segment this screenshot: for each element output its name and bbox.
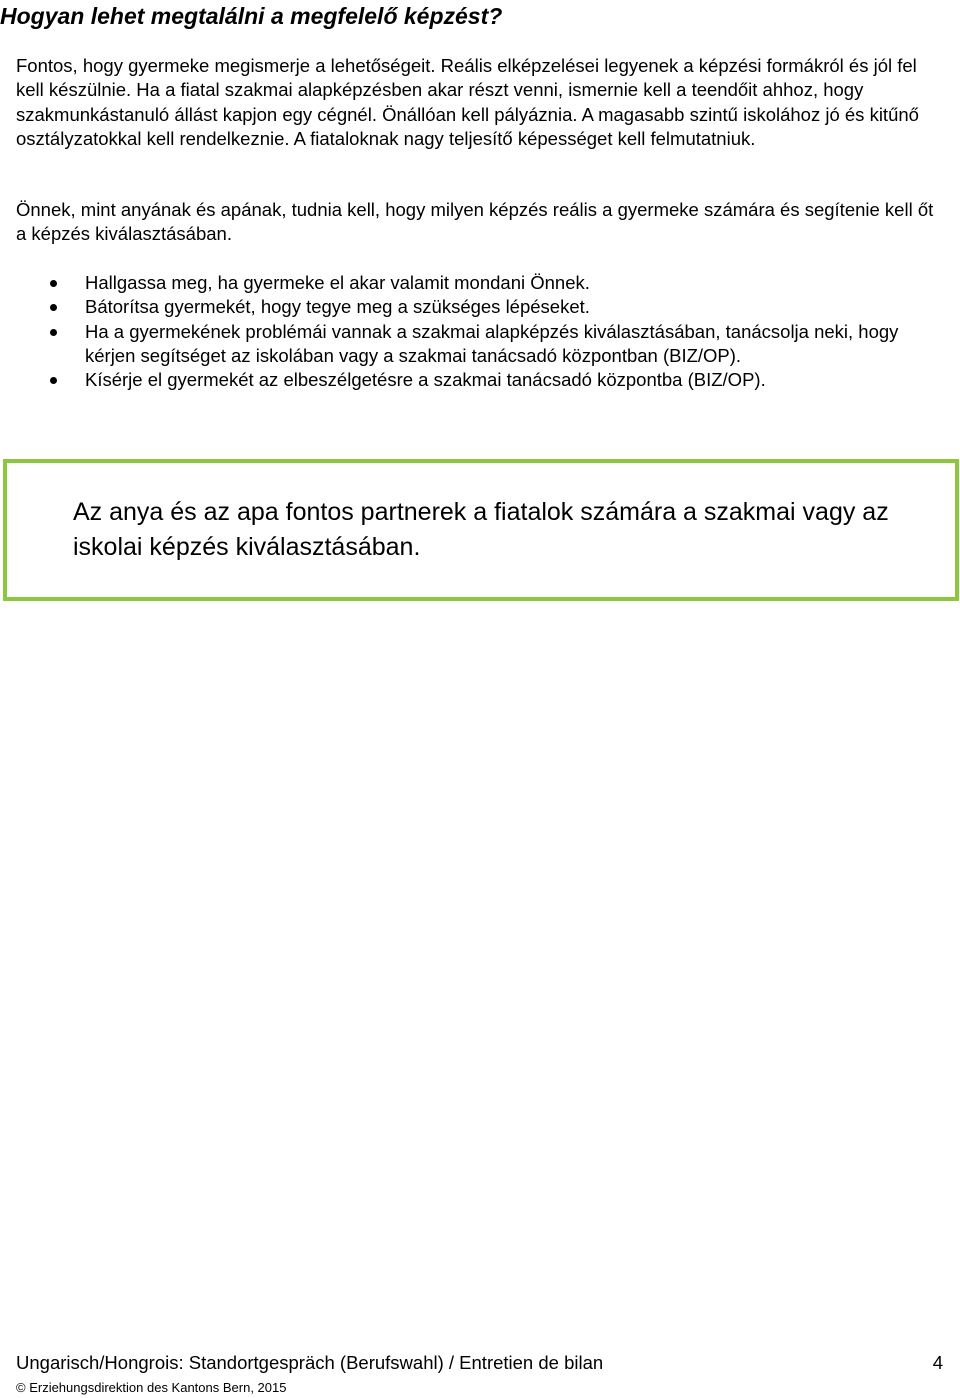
copyright-notice: © Erziehungsdirektion des Kantons Bern, 2015 — [16, 1380, 287, 1395]
list-item-text: Hallgassa meg, ha gyermeke el akar valamit mondani Önnek. — [85, 272, 590, 293]
list-item — [0, 295, 940, 319]
page-number: 4 — [932, 1352, 943, 1373]
highlight-text: Az anya és az apa fontos partnerek a fiatalok számára a szakmai vagy az iskolai képzés kiválasztásában. — [73, 498, 889, 561]
bullet-icon — [50, 377, 57, 384]
footer-text: Ungarisch/Hongrois: Standortgespräch (Berufswahl) / Entretien de bilan — [16, 1352, 604, 1373]
highlight-box — [3, 459, 959, 601]
bullet-icon — [50, 280, 57, 287]
list-item — [0, 271, 940, 295]
bullet-icon — [50, 329, 57, 336]
list-item-text: Kísérje el gyermekét az elbeszélgetésre a szakmai tanácsadó központba (BIZ/OP). — [85, 369, 766, 391]
list-item-text: Bátorítsa gyermekét, hogy tegye meg a szükséges lépéseket. — [85, 296, 590, 318]
list-item — [0, 320, 940, 369]
list-item-text: Ha a gyermekének problémái vannak a szakmai alapképzés kiválasztásában, tanácsolja neki, hogy kérjen segítséget az iskolában vagy a szakmai tanácsadó központban (BIZ/OP). — [85, 320, 899, 366]
bullet-icon — [50, 304, 57, 311]
list-item — [0, 368, 940, 392]
parent-role-paragraph: Önnek, mint anyának és apának, tudnia kell, hogy milyen képzés reális a gyermeke számára és segítenie kell őt a képzés kiválasztásában. — [16, 199, 934, 245]
advice-list — [0, 271, 940, 392]
intro-paragraph: Fontos, hogy gyermeke megismerje a lehetőségeit. Reális elképzelései legyenek a képzési formákról és jól fel kell készülnie. Ha a fiatal szakmai alapképzésben akar részt venni, ismernie kell a teendőit ahhoz, hogy szakmunkástanuló állást kapjon egy cégnél. Önállóan kell pályáznia. A magasabb szintű iskolához jó és kitűnő osztályzatokkal kell rendelkeznie. A fiataloknak nagy teljesítő képességet kell felmutatniuk. — [16, 55, 919, 149]
page-title: Hogyan lehet megtalálni a megfelelő képzést? — [0, 3, 503, 29]
